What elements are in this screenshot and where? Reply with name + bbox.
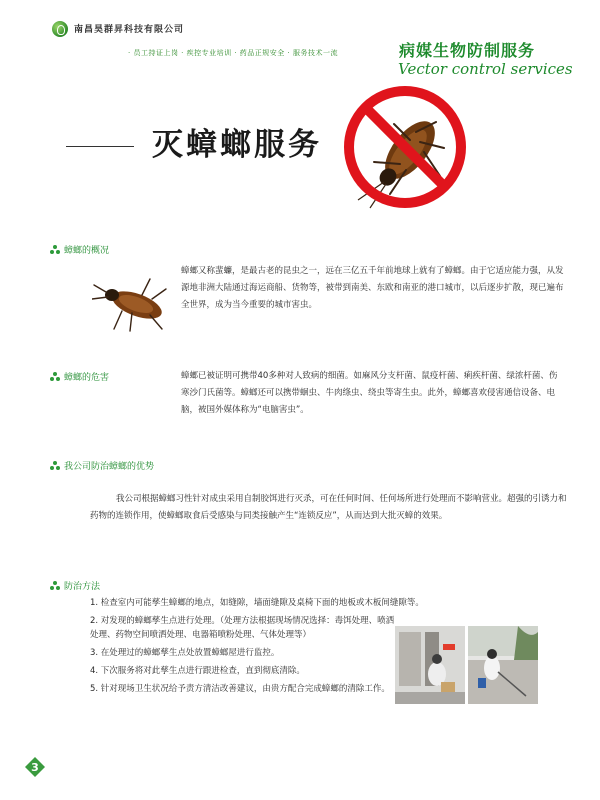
section-bullet-icon — [50, 372, 60, 382]
slogan: · 员工持证上岗 · 疾控专业培训 · 药品正规安全 · 服务技术一流 — [128, 49, 338, 57]
list-item: 2. 对发现的蟑螂孳生点进行处理。（处理方法根据现场情况选择：毒饵处理、喷洒处理、药物空间喷洒处理、电器箱喷粉处理、气体处理等） — [90, 616, 395, 640]
list-item: 1. 检查室内可能孳生蟑螂的地点，如缝隙，墙面缝隙及桌椅下面的地板或木板间缝隙等。 — [90, 598, 424, 608]
no-cockroach-icon — [340, 82, 470, 212]
cockroach-image — [92, 265, 172, 335]
section-heading-overview — [50, 243, 109, 256]
hazard-text: 蟑螂已被证明可携带40多种对人致病的细菌。如麻风分支杆菌、鼠疫杆菌、痢疾杆菌、绿浓杆菌、伤寒沙门氏菌等。蟑螂还可以携带蛔虫、牛肉绦虫、绕虫等寄生虫。此外，蟑螂喜欢侵害通信设备、电脑，被国外媒体称为“电脑害虫”。 — [181, 371, 558, 415]
page-number: 3 — [31, 761, 39, 774]
brand-title-cn: 病媒生物防制服务 — [399, 41, 536, 60]
section-heading-text: 防治方法 — [64, 582, 101, 592]
section-bullet-icon — [50, 581, 60, 591]
overview-text: 蟑螂又称蜚蠊，是最古老的昆虫之一，远在三亿五千年前地球上就有了蟑螂。由于它适应能力强，从发源地非洲大陆通过海运商船、货物等，被带到南美、东欧和南亚的港口城市，以后逐步扩散，现已遍布全世界，成为当今重要的城市害虫。 — [181, 266, 564, 310]
section-heading-text: 蟑螂的概况 — [64, 246, 110, 256]
section-heading-hazard — [50, 370, 109, 383]
section-heading-advantage — [50, 459, 154, 472]
list-item: 5. 针对现场卫生状况给予责方清洁改善建议，由贵方配合完成蟑螂的清除工作。 — [90, 684, 390, 694]
page-title: 灭蟑螂服务 — [152, 127, 322, 163]
page-number-badge — [25, 757, 45, 777]
company-logo — [52, 21, 68, 37]
section-bullet-icon — [50, 245, 60, 255]
brand-title-en: Vector control services — [398, 60, 573, 78]
list-item: 3. 在处理过的蟑螂孳生点处放置蟑螂屋进行监控。 — [90, 648, 280, 658]
worker-photo-indoor — [395, 626, 465, 704]
company-name: 南昌昊群昇科技有限公司 — [74, 25, 185, 35]
photo-indoor-illustration — [395, 626, 465, 704]
title-rule — [66, 146, 134, 147]
list-item: 4. 下次服务将对此孳生点进行跟进检查，直到彻底清除。 — [90, 666, 305, 676]
section-heading-text: 我公司防治蟑螂的优势 — [64, 462, 155, 472]
section-bullet-icon — [50, 461, 60, 471]
worker-photo-outdoor — [468, 626, 538, 704]
photo-outdoor-illustration — [468, 626, 538, 704]
advantage-text: 我公司根据蟑螂习性针对成虫采用自制胶饵进行灭杀，可在任何时间、任何场所进行处理而不影响营业。超强的引诱力和药物的连锁作用，使蟑螂取食后受感染与同类接触产生“连锁反应”，从而达到大批灭蟑的效果。 — [90, 494, 567, 521]
section-heading-methods — [50, 579, 100, 592]
section-heading-text: 蟑螂的危害 — [64, 373, 110, 383]
